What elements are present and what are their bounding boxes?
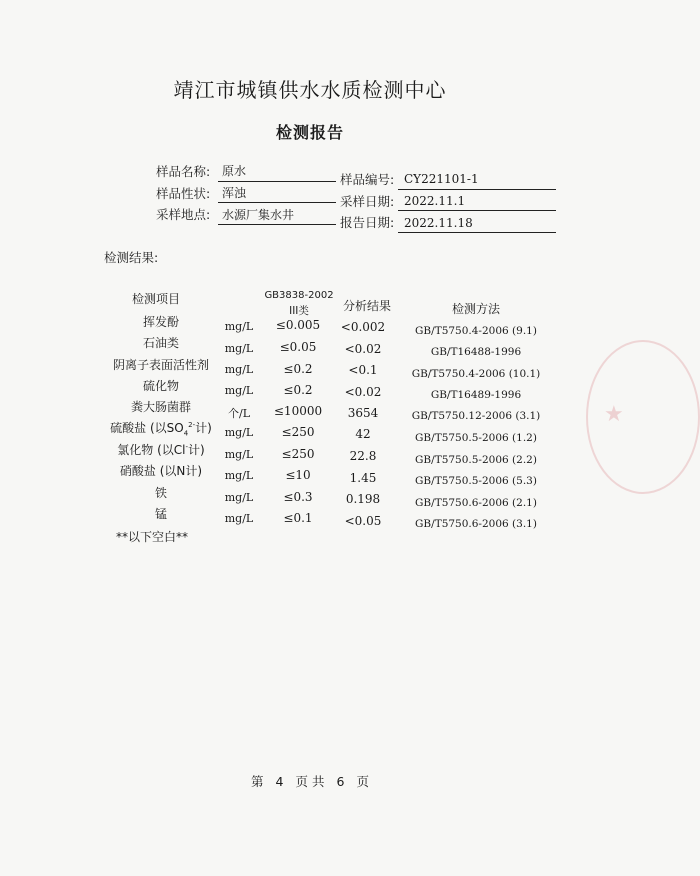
page-suffix: 页: [356, 774, 369, 789]
report-title: 检测报告: [275, 123, 344, 142]
row-item: 锰: [154, 507, 167, 521]
row-method: GB/T5750.5-2006 (5.3): [415, 475, 537, 487]
row-method: GB/T5750.4-2006 (10.1): [411, 368, 541, 380]
sampling-date-underline: [398, 210, 556, 211]
row-limit: ≤0.05: [279, 340, 317, 354]
row-result: 22.8: [349, 449, 377, 463]
row-unit: mg/L: [224, 320, 254, 333]
row-result: <0.02: [344, 342, 382, 356]
row-method: GB/T5750.12-2006 (3.1): [411, 410, 541, 422]
row-unit: mg/L: [224, 342, 254, 355]
column-item-header: 检测项目: [131, 292, 180, 306]
sampling-location-label: 采样地点:: [156, 207, 211, 222]
row-item: 硝酸盐 (以N计): [119, 464, 203, 478]
row-method: GB/T5750.5-2006 (1.2): [415, 432, 537, 444]
row-method: GB/T5750.6-2006 (2.1): [415, 497, 537, 509]
page-total: 6: [336, 774, 345, 789]
row-method: GB/T5750.5-2006 (2.2): [415, 454, 537, 466]
end-of-results-note: **以下空白**: [116, 530, 189, 544]
row-limit: ≤250: [281, 425, 315, 439]
row-result: <0.02: [344, 385, 382, 399]
row-item: 氯化物 (以Cl-计): [117, 443, 205, 457]
row-limit: ≤10: [285, 468, 311, 482]
sample-number-value: CY221101-1: [404, 172, 479, 186]
column-result-header: 分析结果: [342, 299, 391, 313]
row-method: GB/T16489-1996: [430, 389, 522, 401]
row-item: 硫化物: [142, 379, 179, 393]
row-unit: mg/L: [224, 448, 254, 461]
row-limit: ≤0.2: [283, 362, 313, 376]
report-date-value: 2022.11.18: [404, 216, 473, 230]
row-limit: ≤0.1: [283, 511, 313, 525]
row-unit: mg/L: [224, 491, 254, 504]
sample-number-label: 样品编号:: [340, 172, 395, 187]
sample-number-underline: [398, 189, 556, 190]
row-limit: ≤0.005: [275, 318, 321, 332]
row-method: GB/T5750.4-2006 (9.1): [415, 325, 537, 337]
row-limit: ≤0.3: [283, 490, 313, 504]
sample-state-value: 浑浊: [222, 186, 247, 200]
row-unit: mg/L: [224, 469, 254, 482]
sampling-location-value: 水源厂集水井: [222, 208, 295, 222]
sampling-date-label: 采样日期:: [340, 194, 395, 209]
page-prefix: 第: [251, 774, 264, 789]
sampling-date-value: 2022.11.1: [404, 194, 466, 208]
row-item: 石油类: [142, 336, 179, 350]
sample-name-value: 原水: [222, 164, 247, 178]
row-result: 42: [355, 427, 371, 441]
row-limit: ≤0.2: [283, 383, 313, 397]
page-number: 4: [275, 774, 284, 789]
organization-name: 靖江市城镇供水水质检测中心: [173, 78, 447, 102]
page-footer: [0, 772, 620, 790]
column-standard-header-line1: GB3838-2002: [264, 290, 334, 301]
row-item: 阴离子表面活性剂: [112, 358, 209, 372]
row-result: <0.05: [344, 514, 382, 528]
row-unit: mg/L: [224, 512, 254, 525]
sample-name-label: 样品名称:: [156, 164, 211, 179]
row-result: <0.002: [340, 320, 386, 334]
sample-state-label: 样品性状:: [156, 186, 211, 201]
row-result: <0.1: [348, 363, 378, 377]
column-standard-header-line2: III类: [289, 305, 309, 317]
stamp-star-icon: ★: [604, 402, 624, 427]
row-unit: 个/L: [227, 407, 250, 420]
page-mid: 页 共: [295, 774, 325, 789]
row-limit: ≤10000: [273, 404, 323, 418]
sample-state-underline: [218, 202, 336, 203]
row-item: 硫酸盐 (以$SO_4^{2-}$计): [110, 421, 212, 438]
sample-name-underline: [218, 181, 336, 182]
row-unit: mg/L: [224, 363, 254, 376]
row-item: 铁: [154, 486, 167, 500]
row-result: 0.198: [345, 492, 381, 506]
row-result: 1.45: [349, 471, 377, 485]
row-result: 3654: [347, 406, 379, 420]
row-limit: ≤250: [281, 447, 315, 461]
report-date-label: 报告日期:: [340, 215, 395, 230]
report-date-underline: [398, 232, 556, 233]
row-unit: mg/L: [224, 426, 254, 439]
row-method: GB/T16488-1996: [430, 346, 522, 358]
row-item: 挥发酚: [142, 315, 179, 329]
row-item: 粪大肠菌群: [130, 400, 191, 414]
sampling-location-underline: [218, 224, 336, 225]
row-method: GB/T5750.6-2006 (3.1): [415, 518, 537, 530]
column-method-header: 检测方法: [451, 302, 500, 316]
results-section-label: 检测结果:: [104, 250, 159, 265]
row-unit: mg/L: [224, 384, 254, 397]
